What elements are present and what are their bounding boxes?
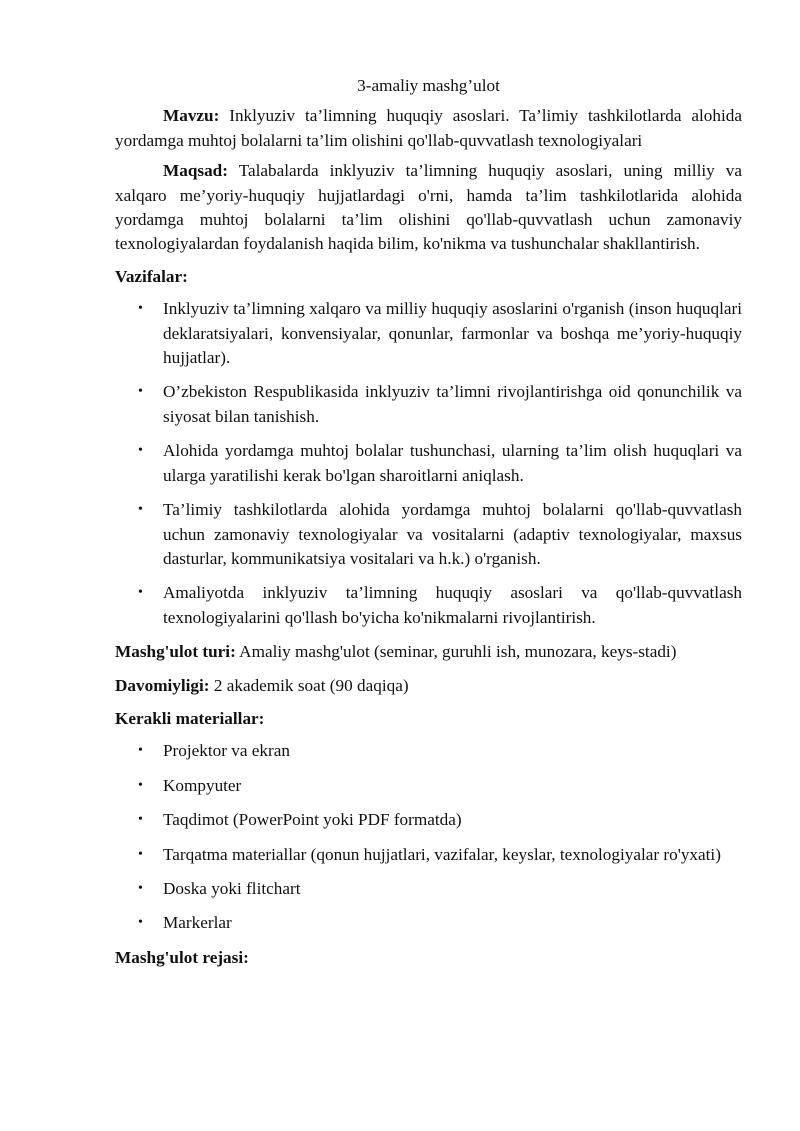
bullet-icon: • [138, 502, 143, 518]
task-text: Ta’limiy tashkilotlarda alohida yordamga muhtoj bolalarni qo'llab-quvvatlash uchun zamonaviy texnologiyalar va vositalarni (adaptiv texnologiyalar, maxsus dasturlar, kommunikatsiya vositalari va h.k.) o'rganish. [163, 500, 742, 568]
bullet-icon: • [138, 743, 143, 759]
tasks-heading: Vazifalar: [115, 266, 188, 286]
goal-text: Talabalarda inklyuziv ta’limning huquqiy asoslari, uning milliy va xalqaro me’yoriy-huquqiy hujjatlardagi o'rni, hamda ta’lim tashkilotlarida alohida yordamga muhtoj bolalarni ta’lim olishini qo'llab-quvvatlash uchun zamonaviy texnologiyalardan foydalanish haqida bilim, ko'nikma va tushunchalar shakllantirish. [115, 161, 742, 254]
bullet-icon: • [138, 443, 143, 459]
topic-text: Inklyuziv ta’limning huquqiy asoslari. Ta’limiy tashkilotlarda alohida yordamga muhtoj bolalarni ta’lim olishini qo'llab-quvvatlash texnologiyalari [115, 106, 742, 150]
material-item [115, 808, 742, 832]
bullet-icon: • [138, 915, 143, 931]
material-text: Projektor va ekran [163, 741, 290, 761]
task-item [115, 297, 742, 370]
task-text: O’zbekiston Respublikasida inklyuziv ta’limni rivojlantirishga oid qonunchilik va siyosat bilan tanishish. [163, 382, 742, 426]
duration-text: 2 akademik soat (90 daqiqa) [213, 675, 409, 695]
material-item [115, 843, 742, 867]
tasks-list [115, 297, 742, 630]
bullet-icon: • [138, 812, 143, 828]
document-page [115, 74, 742, 978]
material-text: Markerlar [163, 913, 232, 933]
goal-label: Maqsad: [163, 161, 228, 181]
topic-paragraph [115, 104, 742, 153]
plan-heading: Mashg'ulot rejasi: [115, 947, 249, 967]
task-text: Inklyuziv ta’limning xalqaro va milliy huquqiy asoslarini o'rganish (inson huquqlari deklaratsiyalari, konvensiyalar, qonunlar, farmonlar va boshqa me’yoriy-huquqiy hujjatlar). [163, 299, 742, 368]
material-text: Taqdimot (PowerPoint yoki PDF formatda) [163, 810, 462, 830]
document-title: 3-amaliy mashg’ulot [357, 76, 500, 95]
bullet-icon: • [138, 880, 143, 896]
task-item [115, 439, 742, 488]
material-item [115, 774, 742, 798]
task-item [115, 498, 742, 571]
material-item [115, 739, 742, 763]
material-text: Tarqatma materiallar (qonun hujjatlari, vazifalar, keyslar, texnologiyalar ro'yxati) [163, 844, 721, 864]
duration-line [115, 674, 742, 698]
lesson-type-text: Amaliy mashg'ulot (seminar, guruhli ish, munozara, keys-stadi) [239, 642, 677, 662]
material-item [115, 911, 742, 935]
materials-heading: Kerakli materiallar: [115, 708, 265, 728]
materials-list [115, 739, 742, 935]
task-item [115, 380, 742, 429]
material-text: Doska yoki flitchart [163, 878, 301, 898]
task-text: Amaliyotda inklyuziv ta’limning huquqiy asoslari va qo'llab-quvvatlash texnologiyalarini qo'llash bo'yicha ko'nikmalarni rivojlantirish. [163, 583, 742, 627]
duration-label: Davomiyligi: [115, 675, 210, 695]
task-item [115, 581, 742, 630]
task-text: Alohida yordamga muhtoj bolalar tushunchasi, ularning ta’lim olish huquqlari va ularga yaratilishi kerak bo'lgan sharoitlarni aniqlash. [163, 441, 742, 485]
material-item [115, 877, 742, 901]
lesson-type-label: Mashg'ulot turi: [115, 642, 236, 662]
bullet-icon: • [138, 846, 143, 862]
bullet-icon: • [138, 585, 143, 601]
material-text: Kompyuter [163, 775, 242, 795]
bullet-icon: • [138, 384, 143, 400]
lesson-type-line [115, 640, 742, 664]
goal-paragraph [115, 159, 742, 257]
bullet-icon: • [138, 301, 143, 317]
topic-label: Mavzu: [163, 106, 220, 126]
bullet-icon: • [138, 777, 143, 793]
